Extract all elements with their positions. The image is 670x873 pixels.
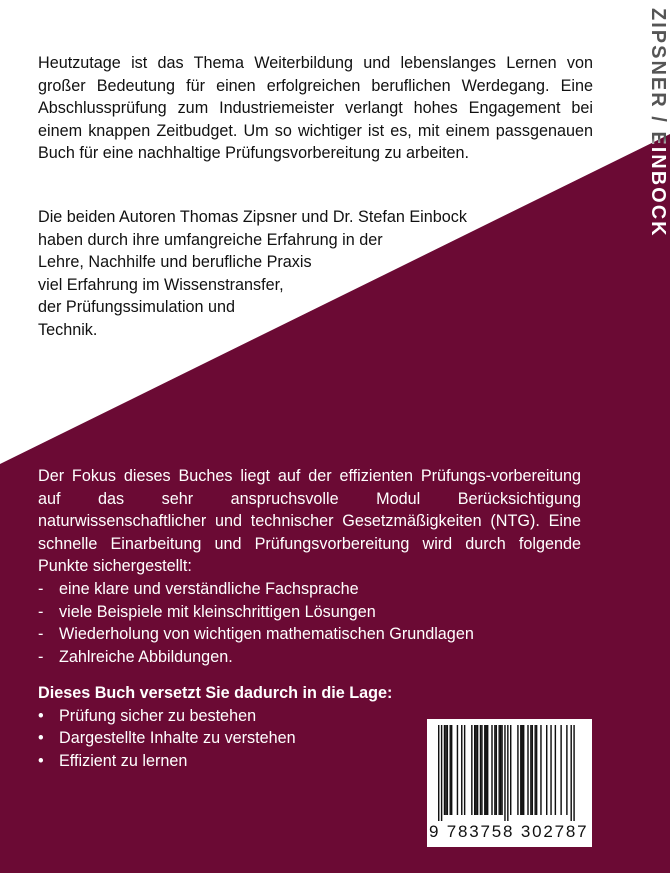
focus-bullet-list bbox=[38, 578, 581, 668]
barcode-bar bbox=[457, 725, 458, 815]
list-item-text: viele Beispiele mit kleinschrittigen Lösungen bbox=[59, 602, 376, 621]
barcode-bar bbox=[560, 725, 561, 815]
focus-paragraph: Der Fokus dieses Buches liegt auf der effizienten Prüfungs-vorbereitung auf das sehr anspruchsvolle Modul Berücksichtigung naturwissenschaftlicher und technischer Gesetzmäßigkeiten (NTG). Eine schnelle Einarbeitung und Prüfungsvorbereitung wird durch folgende Punkte sichergestellt: bbox=[38, 467, 581, 576]
summary-bullet-list bbox=[38, 705, 438, 773]
list-item bbox=[38, 646, 581, 669]
authors-line: Technik. bbox=[38, 320, 98, 339]
barcode-bar bbox=[444, 725, 445, 815]
authors-line: Die beiden Autoren Thomas Zipsner und Dr. Stefan Einbock bbox=[38, 208, 467, 226]
list-item bbox=[38, 578, 581, 601]
barcode-bar bbox=[504, 725, 505, 821]
list-item bbox=[38, 623, 581, 646]
barcode-bar bbox=[536, 725, 537, 815]
list-item bbox=[38, 705, 438, 728]
barcode-bar bbox=[532, 725, 533, 815]
barcode-bar bbox=[447, 725, 448, 815]
barcode-bar bbox=[451, 725, 452, 815]
barcode-bar bbox=[510, 725, 511, 815]
authors-line: der Prüfungssimulation und bbox=[38, 298, 236, 317]
barcode-bar bbox=[527, 725, 528, 815]
list-item bbox=[38, 601, 581, 624]
barcode-bar bbox=[474, 725, 475, 815]
dash-mark: - bbox=[38, 625, 44, 644]
barcode-bar bbox=[540, 725, 541, 815]
barcode-bar bbox=[438, 725, 439, 821]
barcode-bar bbox=[461, 725, 462, 815]
barcode-bar bbox=[464, 725, 465, 815]
barcode-bar bbox=[498, 725, 499, 815]
bullet-mark: • bbox=[38, 729, 44, 748]
summary-text bbox=[38, 682, 438, 772]
barcode-bar bbox=[573, 725, 574, 821]
barcode-bar bbox=[530, 725, 531, 815]
barcode-bar bbox=[507, 725, 508, 821]
barcode-bar bbox=[484, 725, 485, 815]
list-item-text: Dargestellte Inhalte zu verstehen bbox=[59, 729, 296, 748]
dash-mark: - bbox=[38, 579, 44, 598]
barcode-bar bbox=[520, 725, 521, 815]
barcode-bar bbox=[534, 725, 535, 815]
list-item-text: Zahlreiche Abbildungen. bbox=[59, 647, 233, 666]
list-item bbox=[38, 727, 438, 750]
barcode-bar bbox=[477, 725, 478, 815]
barcode-bar bbox=[566, 725, 567, 815]
summary-heading: Dieses Buch versetzt Sie dadurch in die Lage: bbox=[38, 684, 393, 702]
barcode-bar bbox=[546, 725, 547, 815]
barcode-bar bbox=[522, 725, 523, 815]
barcode-bar bbox=[496, 725, 497, 815]
barcode-bar bbox=[481, 725, 482, 815]
authors-line: viel Erfahrung im Wissenstransfer, bbox=[38, 275, 284, 294]
list-item-text: Wiederholung von wichtigen mathematischen Grundlagen bbox=[59, 625, 474, 644]
list-item-text: eine klare und verständliche Fachsprache bbox=[59, 579, 359, 598]
barcode bbox=[427, 719, 592, 847]
barcode-bar bbox=[441, 725, 442, 821]
list-item bbox=[38, 750, 438, 773]
barcode-bar bbox=[550, 725, 551, 815]
barcode-bar bbox=[475, 725, 476, 815]
focus-text bbox=[38, 465, 581, 668]
barcode-bar bbox=[517, 725, 518, 815]
dash-mark: - bbox=[38, 647, 44, 666]
barcode-bar bbox=[500, 725, 501, 815]
barcode-bar bbox=[487, 725, 488, 815]
authors-line: Lehre, Nachhilfe und berufliche Praxis bbox=[38, 253, 312, 272]
barcode-bar bbox=[491, 725, 492, 815]
dash-mark: - bbox=[38, 602, 44, 621]
barcode-number: 9 783758 302787 bbox=[429, 822, 589, 841]
barcode-bars bbox=[438, 725, 581, 821]
authors-text bbox=[38, 206, 467, 342]
barcode-bar bbox=[445, 725, 446, 815]
bullet-mark: • bbox=[38, 706, 44, 725]
intro-paragraph: Heutzutage ist das Thema Weiterbildung und lebenslanges Lernen von großer Bedeutung für einen erfolgreichen beruflichen Werdegang. Eine Abschlussprüfung zum Industriemeister verlangt hohes Engagement bei einem knappen Zeitbudget. Um so wichtiger ist es, mit einem passgenauen Buch für eine nachhaltige Prüfungsvorbereitung zu arbeiten. bbox=[38, 54, 593, 163]
barcode-bar bbox=[486, 725, 487, 815]
authors-line: haben durch ihre umfangreiche Erfahrung in der bbox=[38, 230, 383, 249]
list-item-text: Effizient zu lernen bbox=[59, 751, 188, 770]
spine-strip bbox=[644, 0, 670, 873]
barcode-bar bbox=[494, 725, 495, 815]
barcode-bar bbox=[480, 725, 481, 815]
spine-text: ZIPSNER / EINBOCK bbox=[647, 8, 669, 238]
barcode-bar bbox=[501, 725, 502, 815]
barcode-bar bbox=[450, 725, 451, 815]
barcode-bar bbox=[570, 725, 571, 821]
bullet-mark: • bbox=[38, 751, 44, 770]
barcode-bar bbox=[523, 725, 524, 815]
barcode-bar bbox=[555, 725, 556, 815]
intro-text bbox=[38, 52, 593, 165]
barcode-bar bbox=[471, 725, 472, 815]
list-item-text: Prüfung sicher zu bestehen bbox=[59, 706, 257, 725]
